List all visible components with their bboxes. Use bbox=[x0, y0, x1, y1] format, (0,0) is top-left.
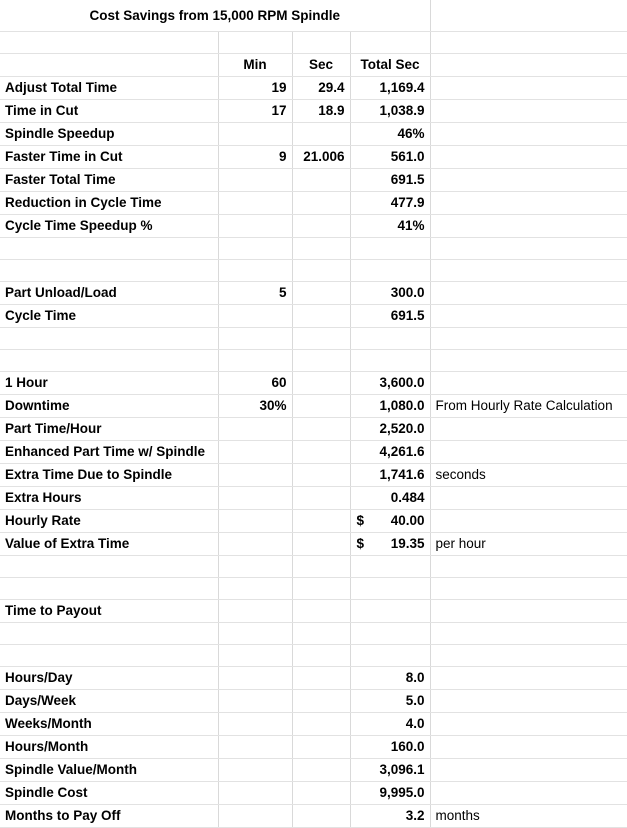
cell-total-sec[interactable]: 3.2 bbox=[350, 805, 430, 828]
cell-c[interactable] bbox=[292, 623, 350, 645]
cell-min[interactable]: 17 bbox=[218, 100, 292, 123]
table-row bbox=[0, 487, 627, 510]
cell-a[interactable] bbox=[0, 260, 218, 282]
cell-sec[interactable] bbox=[292, 441, 350, 464]
table-row bbox=[0, 690, 627, 713]
row-label[interactable]: Cycle Time bbox=[0, 305, 218, 328]
table-row bbox=[0, 100, 627, 123]
cell-total-sec[interactable]: 1,038.9 bbox=[350, 100, 430, 123]
row-label[interactable]: Days/Week bbox=[0, 690, 218, 713]
cell-a[interactable] bbox=[0, 328, 218, 350]
row-label[interactable]: Faster Total Time bbox=[0, 169, 218, 192]
cell-min[interactable] bbox=[218, 418, 292, 441]
row-label[interactable]: Spindle Cost bbox=[0, 782, 218, 805]
cell-total-sec[interactable]: 8.0 bbox=[350, 667, 430, 690]
cell-min[interactable] bbox=[218, 305, 292, 328]
cell-min[interactable]: 19 bbox=[218, 77, 292, 100]
cell-e[interactable] bbox=[430, 350, 627, 372]
cell-note[interactable] bbox=[430, 713, 627, 736]
table-row bbox=[0, 441, 627, 464]
cell-min[interactable] bbox=[218, 713, 292, 736]
cell-b[interactable] bbox=[218, 238, 292, 260]
currency-symbol: $ bbox=[356, 536, 365, 551]
cell-note[interactable] bbox=[430, 215, 627, 238]
cell-b[interactable] bbox=[218, 578, 292, 600]
spacer-row bbox=[0, 623, 627, 645]
cell-min[interactable] bbox=[218, 533, 292, 556]
cell-total-sec[interactable]: 477.9 bbox=[350, 192, 430, 215]
cell-note[interactable] bbox=[430, 192, 627, 215]
cell-total-sec[interactable]: 1,741.6 bbox=[350, 464, 430, 487]
spacer-row bbox=[0, 238, 627, 260]
table-row bbox=[0, 146, 627, 169]
cell-min[interactable] bbox=[218, 600, 292, 623]
cell-sec[interactable]: 29.4 bbox=[292, 77, 350, 100]
cell-c[interactable] bbox=[292, 32, 350, 54]
cell-min[interactable] bbox=[218, 782, 292, 805]
cell-d[interactable] bbox=[350, 238, 430, 260]
cell-sec[interactable]: 18.9 bbox=[292, 100, 350, 123]
cell-note[interactable] bbox=[430, 667, 627, 690]
cell-note[interactable] bbox=[430, 690, 627, 713]
cell-sec[interactable] bbox=[292, 487, 350, 510]
cell-sec[interactable] bbox=[292, 510, 350, 533]
cell-a[interactable] bbox=[0, 556, 218, 578]
currency-amount: 40.00 bbox=[390, 513, 425, 528]
row-label[interactable]: Hours/Month bbox=[0, 736, 218, 759]
cell-a[interactable] bbox=[0, 350, 218, 372]
cell-d[interactable] bbox=[350, 260, 430, 282]
cell-sec[interactable] bbox=[292, 690, 350, 713]
cell-c[interactable] bbox=[292, 238, 350, 260]
row-label[interactable]: Downtime bbox=[0, 395, 218, 418]
cell-min[interactable]: 5 bbox=[218, 282, 292, 305]
cell-total-sec[interactable]: 300.0 bbox=[350, 282, 430, 305]
cell-sec[interactable] bbox=[292, 782, 350, 805]
spacer-row bbox=[0, 578, 627, 600]
cell-d[interactable] bbox=[350, 328, 430, 350]
cell-note[interactable] bbox=[430, 146, 627, 169]
cell-e[interactable] bbox=[430, 556, 627, 578]
header-sec[interactable]: Sec bbox=[292, 54, 350, 77]
cell-sec[interactable] bbox=[292, 805, 350, 828]
row-label[interactable]: Enhanced Part Time w/ Spindle bbox=[0, 441, 218, 464]
table-row bbox=[0, 713, 627, 736]
row-label[interactable]: Part Time/Hour bbox=[0, 418, 218, 441]
cell-note[interactable]: From Hourly Rate Calculation bbox=[430, 395, 627, 418]
cell-total-sec[interactable]: 2,520.0 bbox=[350, 418, 430, 441]
cell-d[interactable] bbox=[350, 623, 430, 645]
cell-a[interactable] bbox=[0, 238, 218, 260]
cell-min[interactable] bbox=[218, 805, 292, 828]
cell-total-sec[interactable] bbox=[350, 533, 430, 556]
cell-b[interactable] bbox=[218, 556, 292, 578]
cell-min[interactable] bbox=[218, 487, 292, 510]
table-row bbox=[0, 533, 627, 556]
cell-sec[interactable] bbox=[292, 713, 350, 736]
cell-e[interactable] bbox=[430, 260, 627, 282]
cell-total-sec[interactable]: 4,261.6 bbox=[350, 441, 430, 464]
cell-e[interactable] bbox=[430, 645, 627, 667]
cell-total-sec[interactable]: 9,995.0 bbox=[350, 782, 430, 805]
row-label[interactable]: Extra Hours bbox=[0, 487, 218, 510]
cell-c[interactable] bbox=[292, 645, 350, 667]
row-label[interactable]: Weeks/Month bbox=[0, 713, 218, 736]
cell-total-sec[interactable] bbox=[350, 600, 430, 623]
cell-note[interactable] bbox=[430, 305, 627, 328]
cell-c[interactable] bbox=[292, 556, 350, 578]
cell-a[interactable] bbox=[0, 32, 218, 54]
table-row bbox=[0, 282, 627, 305]
cell-total-sec[interactable]: 160.0 bbox=[350, 736, 430, 759]
row-label[interactable]: Part Unload/Load bbox=[0, 282, 218, 305]
cell-d[interactable] bbox=[350, 578, 430, 600]
cell-note[interactable] bbox=[430, 100, 627, 123]
cell-sec[interactable] bbox=[292, 418, 350, 441]
table-row bbox=[0, 418, 627, 441]
cell-e[interactable] bbox=[430, 238, 627, 260]
cell-note[interactable] bbox=[430, 736, 627, 759]
cell-note[interactable] bbox=[430, 418, 627, 441]
table-row bbox=[0, 464, 627, 487]
cell-min[interactable] bbox=[218, 510, 292, 533]
cell-total-sec[interactable]: 3,600.0 bbox=[350, 372, 430, 395]
cell-b[interactable] bbox=[218, 32, 292, 54]
cell-c[interactable] bbox=[292, 260, 350, 282]
cell-total-sec[interactable]: 1,169.4 bbox=[350, 77, 430, 100]
cell-min[interactable]: 9 bbox=[218, 146, 292, 169]
cell-total-sec[interactable]: 46% bbox=[350, 123, 430, 146]
currency-symbol: $ bbox=[356, 513, 365, 528]
table-row bbox=[0, 736, 627, 759]
cell-sec[interactable] bbox=[292, 395, 350, 418]
cell-sec[interactable] bbox=[292, 282, 350, 305]
row-label[interactable]: Spindle Value/Month bbox=[0, 759, 218, 782]
cell-sec[interactable] bbox=[292, 169, 350, 192]
cell-b[interactable] bbox=[218, 260, 292, 282]
cell-total-sec[interactable]: 41% bbox=[350, 215, 430, 238]
table-row bbox=[0, 395, 627, 418]
cell-b[interactable] bbox=[218, 623, 292, 645]
cell-sec[interactable] bbox=[292, 667, 350, 690]
column-header-row bbox=[0, 54, 627, 77]
cell-total-sec[interactable]: 561.0 bbox=[350, 146, 430, 169]
row-label[interactable]: 1 Hour bbox=[0, 372, 218, 395]
row-label[interactable]: Hourly Rate bbox=[0, 510, 218, 533]
cell-total-sec[interactable]: 3,096.1 bbox=[350, 759, 430, 782]
cell-total-sec[interactable]: 0.484 bbox=[350, 487, 430, 510]
cell-min[interactable] bbox=[218, 759, 292, 782]
row-label[interactable]: Faster Time in Cut bbox=[0, 146, 218, 169]
cell-note[interactable] bbox=[430, 510, 627, 533]
table-row bbox=[0, 759, 627, 782]
table-row bbox=[0, 805, 627, 828]
cell-sec[interactable] bbox=[292, 759, 350, 782]
cell-sec[interactable]: 21.006 bbox=[292, 146, 350, 169]
table-row bbox=[0, 123, 627, 146]
cell-sec[interactable] bbox=[292, 305, 350, 328]
table-row bbox=[0, 510, 627, 533]
cell-d[interactable] bbox=[350, 645, 430, 667]
cell-min[interactable] bbox=[218, 736, 292, 759]
cell-e[interactable] bbox=[430, 328, 627, 350]
cell-min[interactable] bbox=[218, 192, 292, 215]
cell-sec[interactable] bbox=[292, 464, 350, 487]
cell-e-title[interactable] bbox=[430, 0, 627, 32]
cell-note[interactable] bbox=[430, 77, 627, 100]
cell-note[interactable] bbox=[430, 759, 627, 782]
cell-note[interactable] bbox=[430, 282, 627, 305]
cell-d[interactable] bbox=[350, 350, 430, 372]
cell-note[interactable] bbox=[430, 441, 627, 464]
cell-note[interactable] bbox=[430, 123, 627, 146]
cell-total-sec[interactable]: 691.5 bbox=[350, 305, 430, 328]
cell-total-sec[interactable]: 1,080.0 bbox=[350, 395, 430, 418]
cell-note[interactable]: per hour bbox=[430, 533, 627, 556]
row-label[interactable]: Reduction in Cycle Time bbox=[0, 192, 218, 215]
cell-total-sec[interactable] bbox=[350, 510, 430, 533]
cell-d[interactable] bbox=[350, 556, 430, 578]
row-label[interactable]: Time in Cut bbox=[0, 100, 218, 123]
table-row bbox=[0, 215, 627, 238]
cell-min[interactable] bbox=[218, 464, 292, 487]
spacer-row bbox=[0, 645, 627, 667]
cell-min[interactable] bbox=[218, 441, 292, 464]
cell-c[interactable] bbox=[292, 328, 350, 350]
section-title[interactable]: Time to Payout bbox=[0, 600, 218, 623]
cell-note[interactable] bbox=[430, 600, 627, 623]
cell-b[interactable] bbox=[218, 350, 292, 372]
cell-sec[interactable] bbox=[292, 736, 350, 759]
row-label[interactable]: Spindle Speedup bbox=[0, 123, 218, 146]
row-label[interactable]: Value of Extra Time bbox=[0, 533, 218, 556]
cell-a[interactable] bbox=[0, 645, 218, 667]
row-label[interactable]: Adjust Total Time bbox=[0, 77, 218, 100]
cell-min[interactable] bbox=[218, 667, 292, 690]
spacer-row bbox=[0, 556, 627, 578]
table-row bbox=[0, 372, 627, 395]
cell-note[interactable] bbox=[430, 487, 627, 510]
cell-note[interactable] bbox=[430, 169, 627, 192]
row-label[interactable]: Extra Time Due to Spindle bbox=[0, 464, 218, 487]
header-min[interactable]: Min bbox=[218, 54, 292, 77]
header-notes[interactable] bbox=[430, 54, 627, 77]
table-row bbox=[0, 192, 627, 215]
table-row bbox=[0, 782, 627, 805]
cell-min[interactable] bbox=[218, 690, 292, 713]
currency-amount: 19.35 bbox=[390, 536, 425, 551]
cell-c[interactable] bbox=[292, 578, 350, 600]
cell-min[interactable]: 30% bbox=[218, 395, 292, 418]
cell-sec[interactable] bbox=[292, 215, 350, 238]
table-row bbox=[0, 667, 627, 690]
spacer-row bbox=[0, 260, 627, 282]
cell-c[interactable] bbox=[292, 350, 350, 372]
cell-a[interactable] bbox=[0, 623, 218, 645]
cell-min[interactable]: 60 bbox=[218, 372, 292, 395]
row-label[interactable]: Cycle Time Speedup % bbox=[0, 215, 218, 238]
page-title: Cost Savings from 15,000 RPM Spindle bbox=[0, 0, 430, 32]
cell-d[interactable] bbox=[350, 32, 430, 54]
spacer-row bbox=[0, 32, 627, 54]
cell-sec[interactable] bbox=[292, 192, 350, 215]
table-row bbox=[0, 305, 627, 328]
table-row bbox=[0, 77, 627, 100]
row-label[interactable]: Months to Pay Off bbox=[0, 805, 218, 828]
cell-b[interactable] bbox=[218, 645, 292, 667]
spacer-row bbox=[0, 328, 627, 350]
table-row bbox=[0, 169, 627, 192]
cell-e[interactable] bbox=[430, 32, 627, 54]
cell-e[interactable] bbox=[430, 623, 627, 645]
header-blank[interactable] bbox=[0, 54, 218, 77]
title-row bbox=[0, 0, 627, 32]
cell-min[interactable] bbox=[218, 215, 292, 238]
cell-note[interactable]: seconds bbox=[430, 464, 627, 487]
cell-a[interactable] bbox=[0, 578, 218, 600]
cell-b[interactable] bbox=[218, 328, 292, 350]
cell-sec[interactable] bbox=[292, 123, 350, 146]
cell-total-sec[interactable]: 4.0 bbox=[350, 713, 430, 736]
row-label[interactable]: Hours/Day bbox=[0, 667, 218, 690]
cell-min[interactable] bbox=[218, 123, 292, 146]
cell-note[interactable] bbox=[430, 782, 627, 805]
cell-total-sec[interactable]: 691.5 bbox=[350, 169, 430, 192]
spacer-row bbox=[0, 350, 627, 372]
cell-sec[interactable] bbox=[292, 372, 350, 395]
header-total-sec[interactable]: Total Sec bbox=[350, 54, 430, 77]
cell-total-sec[interactable]: 5.0 bbox=[350, 690, 430, 713]
cell-sec[interactable] bbox=[292, 533, 350, 556]
cell-note[interactable]: months bbox=[430, 805, 627, 828]
cell-min[interactable] bbox=[218, 169, 292, 192]
section-header-row bbox=[0, 600, 627, 623]
cell-note[interactable] bbox=[430, 372, 627, 395]
cell-e[interactable] bbox=[430, 578, 627, 600]
cell-sec[interactable] bbox=[292, 600, 350, 623]
